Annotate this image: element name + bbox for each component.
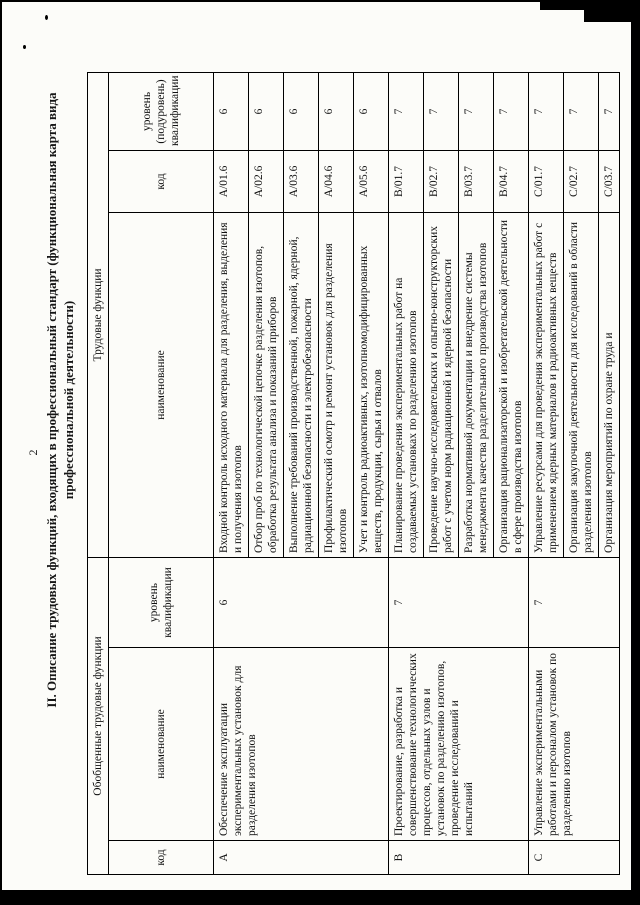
col-header-otf-code: код: [108, 841, 213, 875]
scan-border-right: [631, 0, 640, 905]
table-body: [213, 72, 619, 874]
tf-code-cell: В/01.7: [388, 150, 423, 212]
functions-table: [87, 72, 620, 875]
tf-name-cell: Планирование проведения экспериментальных работ на создаваемых установках по разделению изотопов: [388, 212, 423, 557]
tf-level-cell: 6: [248, 72, 283, 150]
group-header-row: [87, 72, 108, 874]
tf-level-cell: 7: [459, 72, 494, 150]
tf-level-cell: 7: [564, 72, 599, 150]
tf-name-cell: Профилактический осмотр и ремонт установок для разделения изотопов: [318, 212, 353, 557]
tf-name-cell: Выполнение требований производственной, пожарной, ядерной, радиационной безопасности и электробезопасности: [283, 212, 318, 557]
tf-level-cell: 7: [494, 72, 529, 150]
tf-name-cell: Организация рационализаторской и изобретательской деятельности в сфере производства изотопов: [494, 212, 529, 557]
page-number: 2: [26, 449, 40, 456]
tf-code-cell: С/02.7: [564, 150, 599, 212]
tf-name-cell: Управление ресурсами для проведения экспериментальных работ с применением ядерных материалов и радиоактивных веществ: [529, 212, 564, 557]
otf-level-cell: 7: [529, 557, 620, 647]
tf-code-cell: А/04.6: [318, 150, 353, 212]
landscape-content: [26, 30, 626, 875]
tf-code-cell: В/04.7: [494, 150, 529, 212]
otf-name-cell: Управление экспериментальными работами и персоналом установок по разделению изотопов: [529, 648, 620, 841]
tf-name-cell: Проведение научно-исследовательских и опытно-конструкторских работ с учетом норм радиационной и ядерной безопасности: [423, 212, 458, 557]
tf-level-cell: 6: [213, 72, 248, 150]
tf-code-cell: А/01.6: [213, 150, 248, 212]
group-header-generalized-functions: Обобщенные трудовые функции: [87, 557, 108, 874]
tf-code-cell: В/02.7: [423, 150, 458, 212]
tf-code-cell: А/05.6: [353, 150, 388, 212]
tf-name-cell: Отбор проб по технологической цепочке разделения изотопов, обработка результата анализа и показаний приборов: [248, 212, 283, 557]
table-row: [529, 72, 564, 874]
tf-level-cell: 6: [283, 72, 318, 150]
tf-level-cell: 6: [318, 72, 353, 150]
group-header-labor-functions: Трудовые функции: [87, 72, 108, 557]
otf-name-cell: Обеспечение эксплуатации экспериментальных установок для разделения изотопов: [213, 648, 388, 841]
scan-speck: [23, 45, 26, 49]
scan-border-left: [0, 0, 2, 905]
otf-name-cell: Проектирование, разработка и совершенствование технологических процессов, отдельных узлов и установок по разделению изотопов, проведение исследований и испытаний: [388, 648, 528, 841]
tf-code-cell: С/03.7: [599, 150, 620, 212]
document-title: II. Описание трудовых функций, входящих в профессиональный стандарт (функциональная карта вида профессиональной деятельности): [44, 92, 76, 708]
tf-code-cell: В/03.7: [459, 150, 494, 212]
tf-level-cell: 7: [599, 72, 620, 150]
table-row: [388, 72, 423, 874]
table-row: [213, 72, 248, 874]
tf-name-cell: Организация мероприятий по охране труда и: [599, 212, 620, 557]
otf-level-cell: 6: [213, 557, 388, 647]
col-header-otf-name: наименование: [108, 648, 213, 841]
tf-level-cell: 7: [388, 72, 423, 150]
tf-name-cell: Разработка нормативной документации и внедрение системы менеджмента качества разделительного производства изотопов: [459, 212, 494, 557]
tf-level-cell: 7: [529, 72, 564, 150]
otf-code-cell: А: [213, 841, 388, 875]
table-header: [87, 72, 213, 874]
tf-code-cell: С/01.7: [529, 150, 564, 212]
tf-name-cell: Учет и контроль радиоактивных, изотопномодифицированных веществ, продукции, сырья и отвалов: [353, 212, 388, 557]
col-header-otf-level: уровень квалификации: [108, 557, 213, 647]
tf-name-cell: Организация закупочной деятельности для исследований в области разделения изотопов: [564, 212, 599, 557]
tf-level-cell: 7: [423, 72, 458, 150]
tf-code-cell: А/02.6: [248, 150, 283, 212]
tf-level-cell: 6: [353, 72, 388, 150]
otf-code-cell: С: [529, 841, 620, 875]
tf-code-cell: А/03.6: [283, 150, 318, 212]
column-header-row: [108, 72, 213, 874]
col-header-tf-code: код: [108, 150, 213, 212]
otf-code-cell: В: [388, 841, 528, 875]
col-header-tf-level: уровень (подуровень) квалификации: [108, 72, 213, 150]
scan-speck: [45, 15, 48, 20]
otf-level-cell: 7: [388, 557, 528, 647]
tf-name-cell: Входной контроль исходного материала для разделения, выделения и получения изотопов: [213, 212, 248, 557]
col-header-tf-name: наименование: [108, 212, 213, 557]
scan-border-bottom: [0, 890, 640, 905]
